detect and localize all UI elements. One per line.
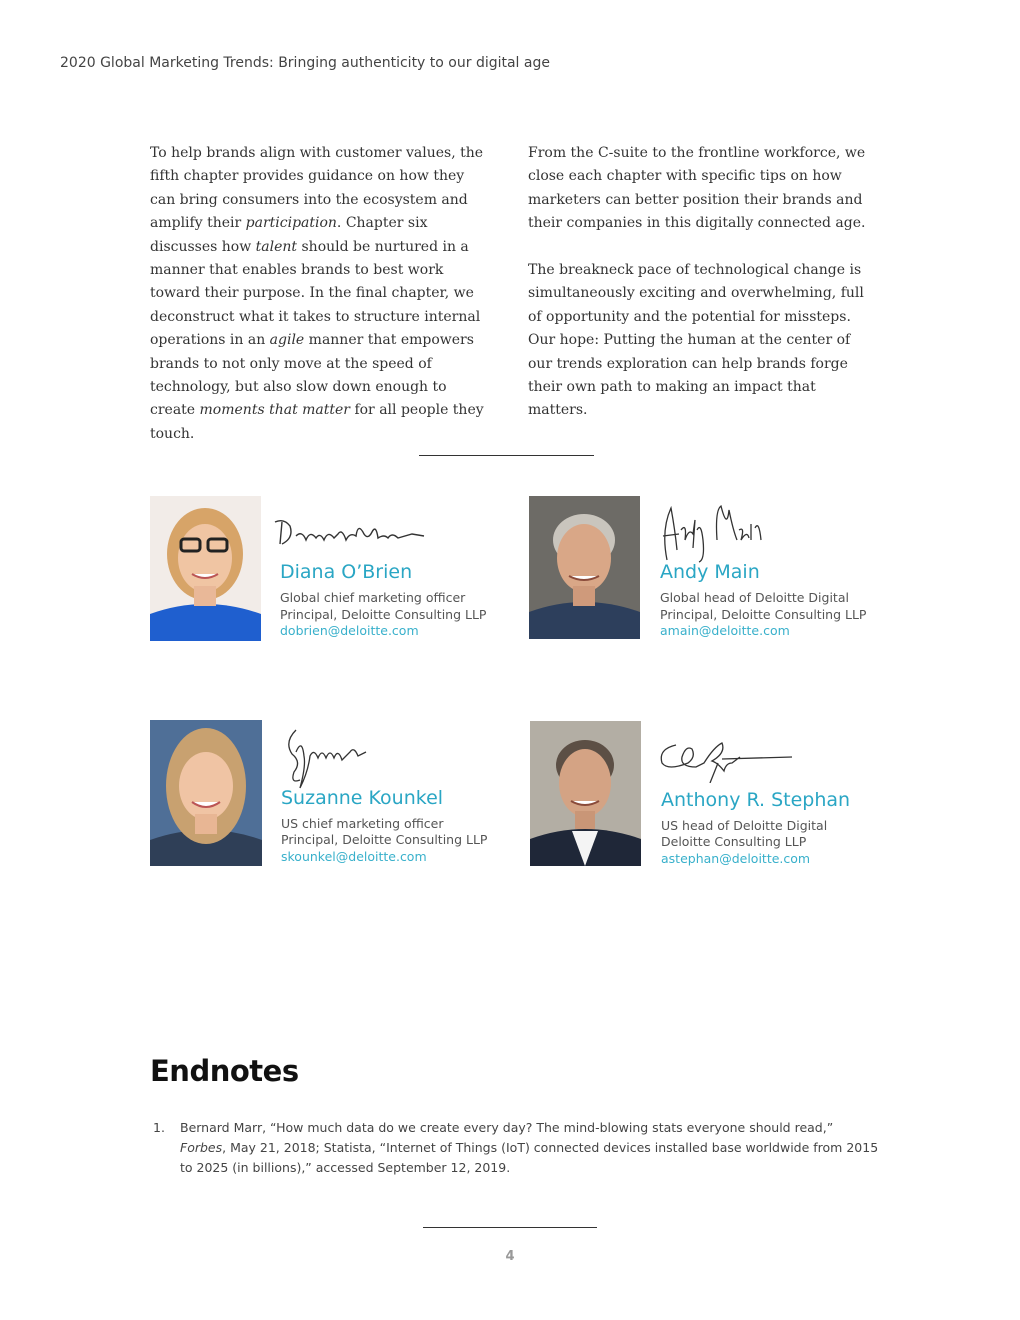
author-title: Global head of Deloitte Digital [660, 590, 849, 605]
author-title: Global chief marketing officer [280, 590, 466, 605]
author-name: Diana O’Brien [280, 561, 413, 583]
author-photo [150, 720, 262, 866]
body-column-left [150, 142, 492, 470]
body-text: for all people they touch. [150, 402, 484, 442]
author-card [529, 496, 889, 642]
author-name: Anthony R. Stephan [661, 789, 851, 811]
body-paragraph [150, 142, 492, 446]
signature [659, 500, 764, 568]
body-column-right [528, 142, 873, 446]
endnote-text [180, 1118, 880, 1178]
author-name: Suzanne Kounkel [281, 787, 444, 809]
author-title: US head of Deloitte Digital [661, 818, 828, 833]
footer-divider [423, 1227, 597, 1228]
endnote-text-part: , May 21, 2018; Statista, “Internet of Things (IoT) connected devices installed base worldwide from 2015 to 2025 (in billions),” accessed September 12, 2019. [180, 1140, 879, 1175]
author-email-link[interactable]: amain@deloitte.com [660, 623, 790, 638]
author-photo [529, 496, 640, 639]
author-title: US chief marketing officer [281, 816, 444, 831]
author-org: Principal, Deloitte Consulting LLP [660, 607, 867, 622]
endnotes-heading: Endnotes [150, 1054, 299, 1088]
body-paragraph: The breakneck pace of technological change is simultaneously exciting and overwhelming, full of opportunity and the potential for missteps. Our hope: Putting the human at the center of our trends exploration can help brands forge their own path to making an impact that matters. [528, 262, 864, 419]
body-text: should be nurtured in a manner that enables brands to best work toward their purpose. In the final chapter, we deconstruct what it takes to structure internal operations in an [150, 238, 481, 349]
body-emphasis: participation [245, 215, 337, 232]
body-emphasis: moments that matter [199, 402, 350, 419]
running-header: 2020 Global Marketing Trends: Bringing authenticity to our digital age [60, 55, 550, 71]
author-card [530, 721, 890, 867]
body-text: manner that empowers brands to not only move at the speed of technology, but also slow down enough to create [150, 332, 474, 419]
author-photo [530, 721, 641, 866]
page-number: 4 [505, 1249, 515, 1264]
author-org: Principal, Deloitte Consulting LLP [280, 607, 487, 622]
body-text: . Chapter six discusses how [150, 215, 428, 255]
author-card [150, 720, 510, 866]
author-name: Andy Main [660, 561, 760, 583]
endnote-number: 1. [153, 1120, 165, 1135]
author-email-link[interactable]: astephan@deloitte.com [661, 851, 811, 866]
author-card [150, 496, 510, 642]
body-emphasis: agile [269, 332, 305, 349]
signature [282, 722, 372, 794]
section-divider [419, 455, 594, 456]
body-paragraph: From the C-suite to the frontline workforce, we close each chapter with specific tips on how marketers can better position their brands and their companies in this digitally connected age. [528, 145, 866, 232]
author-photo [150, 496, 261, 641]
endnote-text-part: Bernard Marr, “How much data do we create every day? The mind-blowing stats everyone should read,” [180, 1120, 834, 1135]
author-org: Principal, Deloitte Consulting LLP [281, 832, 488, 847]
body-emphasis: talent [255, 238, 298, 255]
signature [656, 727, 796, 787]
signature [272, 514, 427, 554]
body-text: To help brands align with customer values, the fifth chapter provides guidance on how they can bring consumers into the ecosystem and amplify their [150, 145, 484, 232]
endnote-emphasis: Forbes [180, 1140, 223, 1155]
author-org: Deloitte Consulting LLP [661, 834, 807, 849]
author-email-link[interactable]: skounkel@deloitte.com [281, 849, 427, 864]
author-email-link[interactable]: dobrien@deloitte.com [280, 623, 419, 638]
